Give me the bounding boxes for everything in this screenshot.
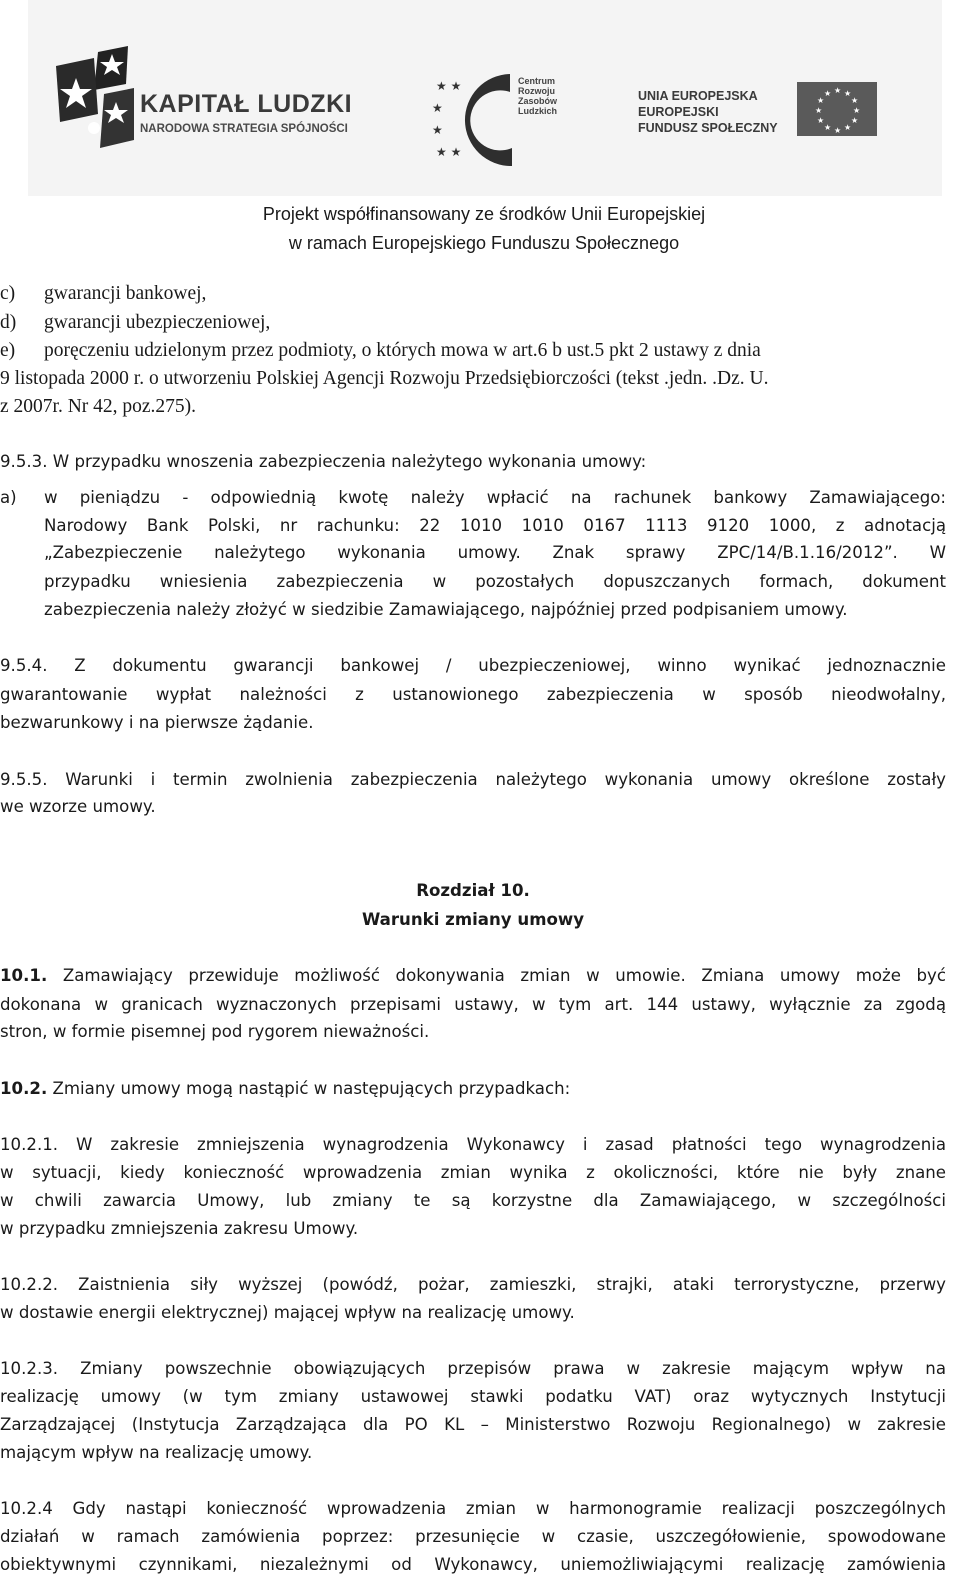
section-9-5-3-line4: przypadku wniesienia zabezpieczenia w pozostałych dopuszczanych formach, dokument [44,572,946,591]
svg-text:★: ★ [844,123,852,132]
list-marker: d) [0,312,17,333]
list-item-e-line2: 9 listopada 2000 r. o utworzeniu Polskiej Agencji Rozwoju Przedsiębiorczości (tekst .jedn. .Dz. U. [0,368,769,389]
section-9-5-3-line2: Narodowy Bank Polski, nr rachunku: 22 1010 1010 0167 1113 9120 1000, z adnotacją [44,516,946,535]
section-number: 10.2. [0,1079,48,1098]
eu-line: EUROPEJSKI [638,105,719,119]
svg-text:★: ★ [432,101,443,115]
svg-text:★: ★ [432,123,443,137]
section-9-5-4-line3: bezwarunkowy i na pierwsze żądanie. [0,713,314,732]
list-marker: a) [0,488,17,507]
eu-logo [634,82,914,162]
section-10-2-1-line3: w chwili zawarcia Umowy, lub zmiany te są korzystne dla Zamawiającego, w szczególności [0,1191,946,1210]
list-item-d [0,312,270,334]
kapital-ludzki-logo [54,44,384,154]
section-9-5-4-line2: gwarantowanie wypłat należności z ustanowionego zabezpieczenia w sposób nieodwołalny, [0,685,946,704]
project-line-2: w ramach Europejskiego Funduszu Społecznego [288,233,680,253]
project-line-1: Projekt współfinansowany ze środków Unii Europejskiej [262,204,706,224]
section-10-2-3-line1: 10.2.3. Zmiany powszechnie obowiązujących przepisów prawa w zakresie mającym wpływ na [0,1359,946,1378]
eu-line: UNIA EUROPEJSKA [638,89,758,103]
section-9-5-5-line2: we wzorze umowy. [0,797,156,816]
section-10-2-3-line3: Zarządzającej (Instytucja Zarządzająca dla PO KL – Ministerstwo Rozwoju Regionalnego) w zakresie [0,1415,946,1434]
section-10-2-4-line2: działań w ramach zamówienia poprzez: przesunięcie w czasie, uszczegółowienie, spowodowane [0,1527,946,1546]
svg-text:★ ★: ★ ★ [436,145,462,159]
crzl-line: Centrum [518,76,556,86]
section-10-1-line2: dokonana w granicach wyznaczonych przepisami ustawy, w tym art. 144 ustawy, wyłącznie za zgodą [0,995,946,1014]
star-cluster-icon [54,44,138,154]
section-10-2-1-line2: w sytuacji, kiedy konieczność wprowadzenia zmian wynika z okoliczności, które nie były znane [0,1163,946,1182]
list-item-e-line3: z 2007r. Nr 42, poz.275). [0,396,197,417]
svg-text:★ ★: ★ ★ [436,79,462,93]
svg-text:★: ★ [815,106,823,115]
section-10-2-3-line4: mającym wpływ na realizację umowy. [0,1443,313,1462]
section-10-2-4-line3: obiektywnymi czynnikami, niezależnymi od Wykonawcy, uniemożliwiającymi realizację zamówienia [0,1555,946,1574]
crzl-line: Zasobów [518,96,558,106]
section-9-5-3-a [0,488,946,507]
list-item-e [0,340,761,362]
eu-flag-icon [797,82,877,136]
crzl-line: Rozwoju [518,86,555,96]
list-item-c [0,283,206,305]
svg-text:★: ★ [853,106,861,115]
list-text: gwarancji bankowej, [44,283,207,304]
section-number: 10.1. [0,966,48,985]
section-9-5-4-line1: 9.5.4. Z dokumentu gwarancji bankowej / ubezpieczeniowej, winno wynikać jednoznacznie [0,656,946,675]
section-10-2-2-line1: 10.2.2. Zaistnienia siły wyższej (powódź, pożar, zamieszki, strajki, ataki terrorystyczne, przerwy [0,1275,946,1294]
section-10-2-text: Zmiany umowy mogą nastąpić w następujących przypadkach: [47,1079,571,1098]
section-10-1-line3: stron, w formie pisemnej pod rygorem nieważności. [0,1022,430,1041]
svg-text:★: ★ [824,123,832,132]
section-10-2-1-line4: w przypadku zmniejszenia zakresu Umowy. [0,1219,359,1238]
centrum-rozwoju-logo [432,70,602,170]
chapter-subtitle: Warunki zmiany umowy [361,910,585,929]
svg-text:★: ★ [834,86,842,95]
eu-logo-text [638,88,778,136]
kapital-ludzki-title: KAPITAŁ LUDZKI [140,90,353,118]
kapital-ludzki-subtitle: NARODOWA STRATEGIA SPÓJNOŚCI [140,123,348,135]
svg-text:★: ★ [844,89,852,98]
section-9-5-3-line3: „Zabezpieczenie należytego wykonania umowy. Znak sprawy ZPC/14/B.1.16/2012”. W [44,543,946,562]
section-10-1-line1 [0,966,946,985]
crzl-text [518,76,557,116]
list-marker: e) [0,340,16,361]
section-10-2 [0,1079,570,1098]
section-9-5-3-a-line1: w pieniądzu - odpowiednią kwotę należy wpłacić na rachunek bankowy Zamawiającego: [44,488,946,507]
crzl-c-emblem-icon [432,70,522,170]
section-10-1-text: Zamawiający przewiduje możliwość dokonywania zmian w umowie. Zmiana umowy może być [47,966,946,985]
chapter-title: Rozdział 10. [416,881,530,900]
svg-text:★: ★ [817,96,825,105]
section-10-2-3-line2: realizację umowy (w tym zmiany ustawowej stawki podatku VAT) oraz wytycznych Instytucji [0,1387,946,1406]
svg-text:★: ★ [834,126,842,135]
section-10-2-4-line1: 10.2.4 Gdy nastąpi konieczność wprowadzenia zmian w harmonogramie realizacji poszczególnych [0,1499,946,1518]
eu-line: FUNDUSZ SPOŁECZNY [638,121,778,135]
svg-text:★: ★ [851,116,859,125]
list-text: poręczeniu udzielonym przez podmioty, o których mowa w art.6 b ust.5 pkt 2 ustawy z dnia [44,340,761,361]
svg-text:★: ★ [851,96,859,105]
section-9-5-5-line1: 9.5.5. Warunki i termin zwolnienia zabezpieczenia należytego wykonania umowy określone zostały [0,770,946,789]
section-9-5-3-line5: zabezpieczenia należy złożyć w siedzibie Zamawiającego, najpóźniej przed podpisaniem umowy. [44,600,848,619]
svg-text:★: ★ [824,89,832,98]
section-10-2-2-line2: w dostawie energii elektrycznej) mającej wpływ na realizację umowy. [0,1303,575,1322]
section-9-5-3-heading: 9.5.3. W przypadku wnoszenia zabezpieczenia należytego wykonania umowy: [0,452,647,471]
list-marker: c) [0,283,16,304]
crzl-line: Ludzkich [518,106,558,116]
list-text: gwarancji ubezpieczeniowej, [44,312,271,333]
section-10-2-1-line1: 10.2.1. W zakresie zmniejszenia wynagrodzenia Wykonawcy i zasad płatności tego wynagrodzenia [0,1135,946,1154]
svg-text:★: ★ [817,116,825,125]
